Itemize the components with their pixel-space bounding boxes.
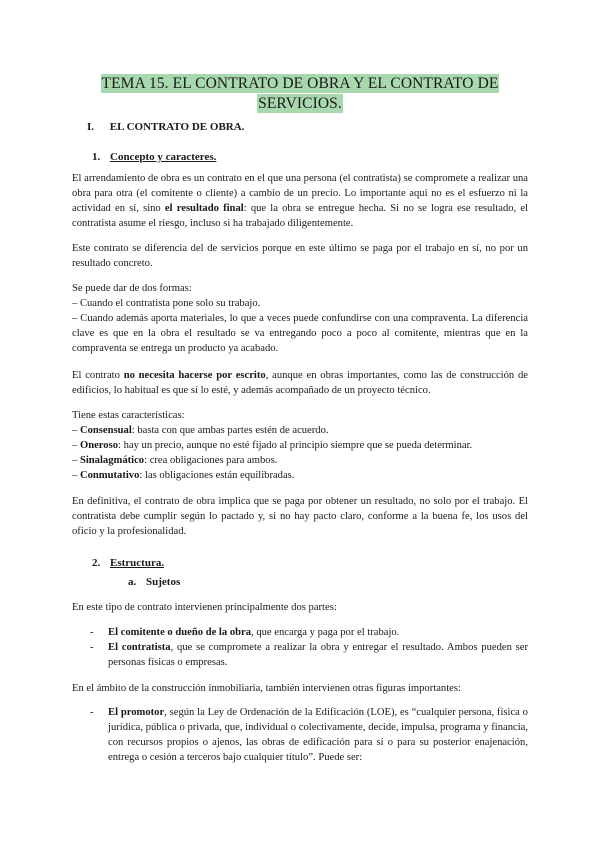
subsection-letter: a. [128, 576, 137, 588]
dash: – [72, 440, 80, 451]
subsection-number: 1. [92, 151, 101, 163]
bold-term: Oneroso [79, 440, 119, 451]
item-text: : crea obligaciones para ambos. [144, 455, 278, 466]
bold-term: El promotor [108, 707, 165, 718]
dash: - [90, 642, 94, 653]
characteristics-intro: Tiene estas características: [72, 410, 185, 421]
characteristics-block [72, 408, 528, 483]
item-text: : hay un precio, aunque no esté fijado al principio siempre que se pueda determinar. [118, 440, 473, 451]
item-text: , que encarga y paga por el trabajo. [251, 627, 400, 638]
paragraph-text: El contrato [72, 370, 124, 381]
characteristic-item [72, 438, 528, 453]
bold-term: el resultado final [164, 203, 244, 214]
subsection-heading-1 [92, 147, 216, 165]
item-text: : basta con que ambas partes estén de acuerdo. [131, 425, 329, 436]
item-text: , que se compromete a realizar la obra y entregar el resultado. Ambos pueden ser personas físicas o empresas. [108, 642, 528, 668]
bold-term: El contratista [108, 642, 171, 653]
subsection-label: Sujetos [146, 576, 181, 588]
list-item [90, 625, 528, 640]
forms-item-1: – Cuando el contratista pone solo su trabajo. [72, 298, 261, 309]
item-text: : las obligaciones están equilibradas. [139, 470, 295, 481]
page-title [0, 74, 600, 114]
paragraph-parties-intro: En este tipo de contrato intervienen principalmente dos partes: [72, 602, 337, 613]
section-heading-1 [87, 121, 244, 133]
subsection-heading-2a [128, 576, 180, 588]
subsection-label: Concepto y caracteres. [110, 151, 217, 163]
title-line-1: TEMA 15. EL CONTRATO DE OBRA Y EL CONTRATO DE [101, 75, 499, 92]
title-line-2: SERVICIOS. [258, 95, 342, 112]
paragraph-forms [72, 281, 528, 356]
parties-list [90, 625, 528, 670]
item-text: , según la Ley de Ordenación de la Edificación (LOE), es “cualquier persona, física o jurídica, pública o privada, que, individual o colectivamente, decide, impulsa, programa y financia, con recursos propios o ajenos, las obras de edificación para sí o para su posterior enajenación, entrega o cesión a terceros bajo cualquier título”. Puede ser: [108, 707, 528, 763]
forms-item-2: – Cuando además aporta materiales, lo que a veces puede confundirse con una compraventa. La diferencia clave es que en la obra el resultado se va entregando poco a poco al comitente, mientras que en la compraventa se entrega un producto ya acabado. [72, 313, 528, 354]
subsection-number: 2. [92, 557, 101, 569]
forms-intro: Se puede dar de dos formas: [72, 283, 192, 294]
dash: – [72, 470, 80, 481]
bold-term: Sinalagmático [79, 455, 145, 466]
paragraph-form [72, 368, 528, 398]
paragraph-summary: En definitiva, el contrato de obra implica que se paga por obtener un resultado, no solo por el trabajo. El contratista debe cumplir según lo pactado y, si no hay pacto claro, conforme a la buena fe, los usos del oficio y la profesionalidad. [72, 496, 528, 537]
subsection-label: Estructura. [110, 557, 165, 569]
paragraph-text: : que la obra se entregue hecha. Si no se logra ese resultado, el contratista asume el riesgo, incluso si ha trabajado diligentemente. [72, 203, 529, 229]
promotor-list [90, 705, 528, 765]
bold-term: El comitente o dueño de la obra [108, 627, 252, 638]
paragraph-concept [72, 171, 528, 231]
dash: – [72, 425, 80, 436]
paragraph-difference: Este contrato se diferencia del de servicios porque en este último se paga por el trabajo en sí, no por un resultado concreto. [72, 243, 528, 269]
characteristic-item [72, 468, 528, 483]
list-item [90, 705, 528, 765]
paragraph-text: El arrendamiento de obra es un contrato en el que una persona (el contratista) se compromete a realizar una obra para otra (el comitente o cliente) a cambio de un precio. Lo importante aquí no es el esfuerzo ni la actividad en sí, sino [72, 173, 528, 214]
subsection-heading-2 [92, 553, 164, 571]
bold-term: Conmutativo [79, 470, 140, 481]
characteristic-item [72, 453, 528, 468]
bold-term: Consensual [79, 425, 132, 436]
list-item [90, 640, 528, 670]
paragraph-other-figures: En el ámbito de la construcción inmobiliaria, también intervienen otras figuras importantes: [72, 683, 461, 694]
dash: - [90, 707, 94, 718]
bold-term: no necesita hacerse por escrito [123, 370, 266, 381]
dash: - [90, 627, 94, 638]
section-label: EL CONTRATO DE OBRA. [109, 121, 245, 133]
section-number: I. [87, 121, 95, 133]
paragraph-text: , aunque en obras importantes, como las de construcción de edificios, lo habitual es que sí lo esté, y además acompañado de un proyecto técnico. [72, 370, 528, 396]
dash: – [72, 455, 80, 466]
characteristic-item [72, 423, 528, 438]
